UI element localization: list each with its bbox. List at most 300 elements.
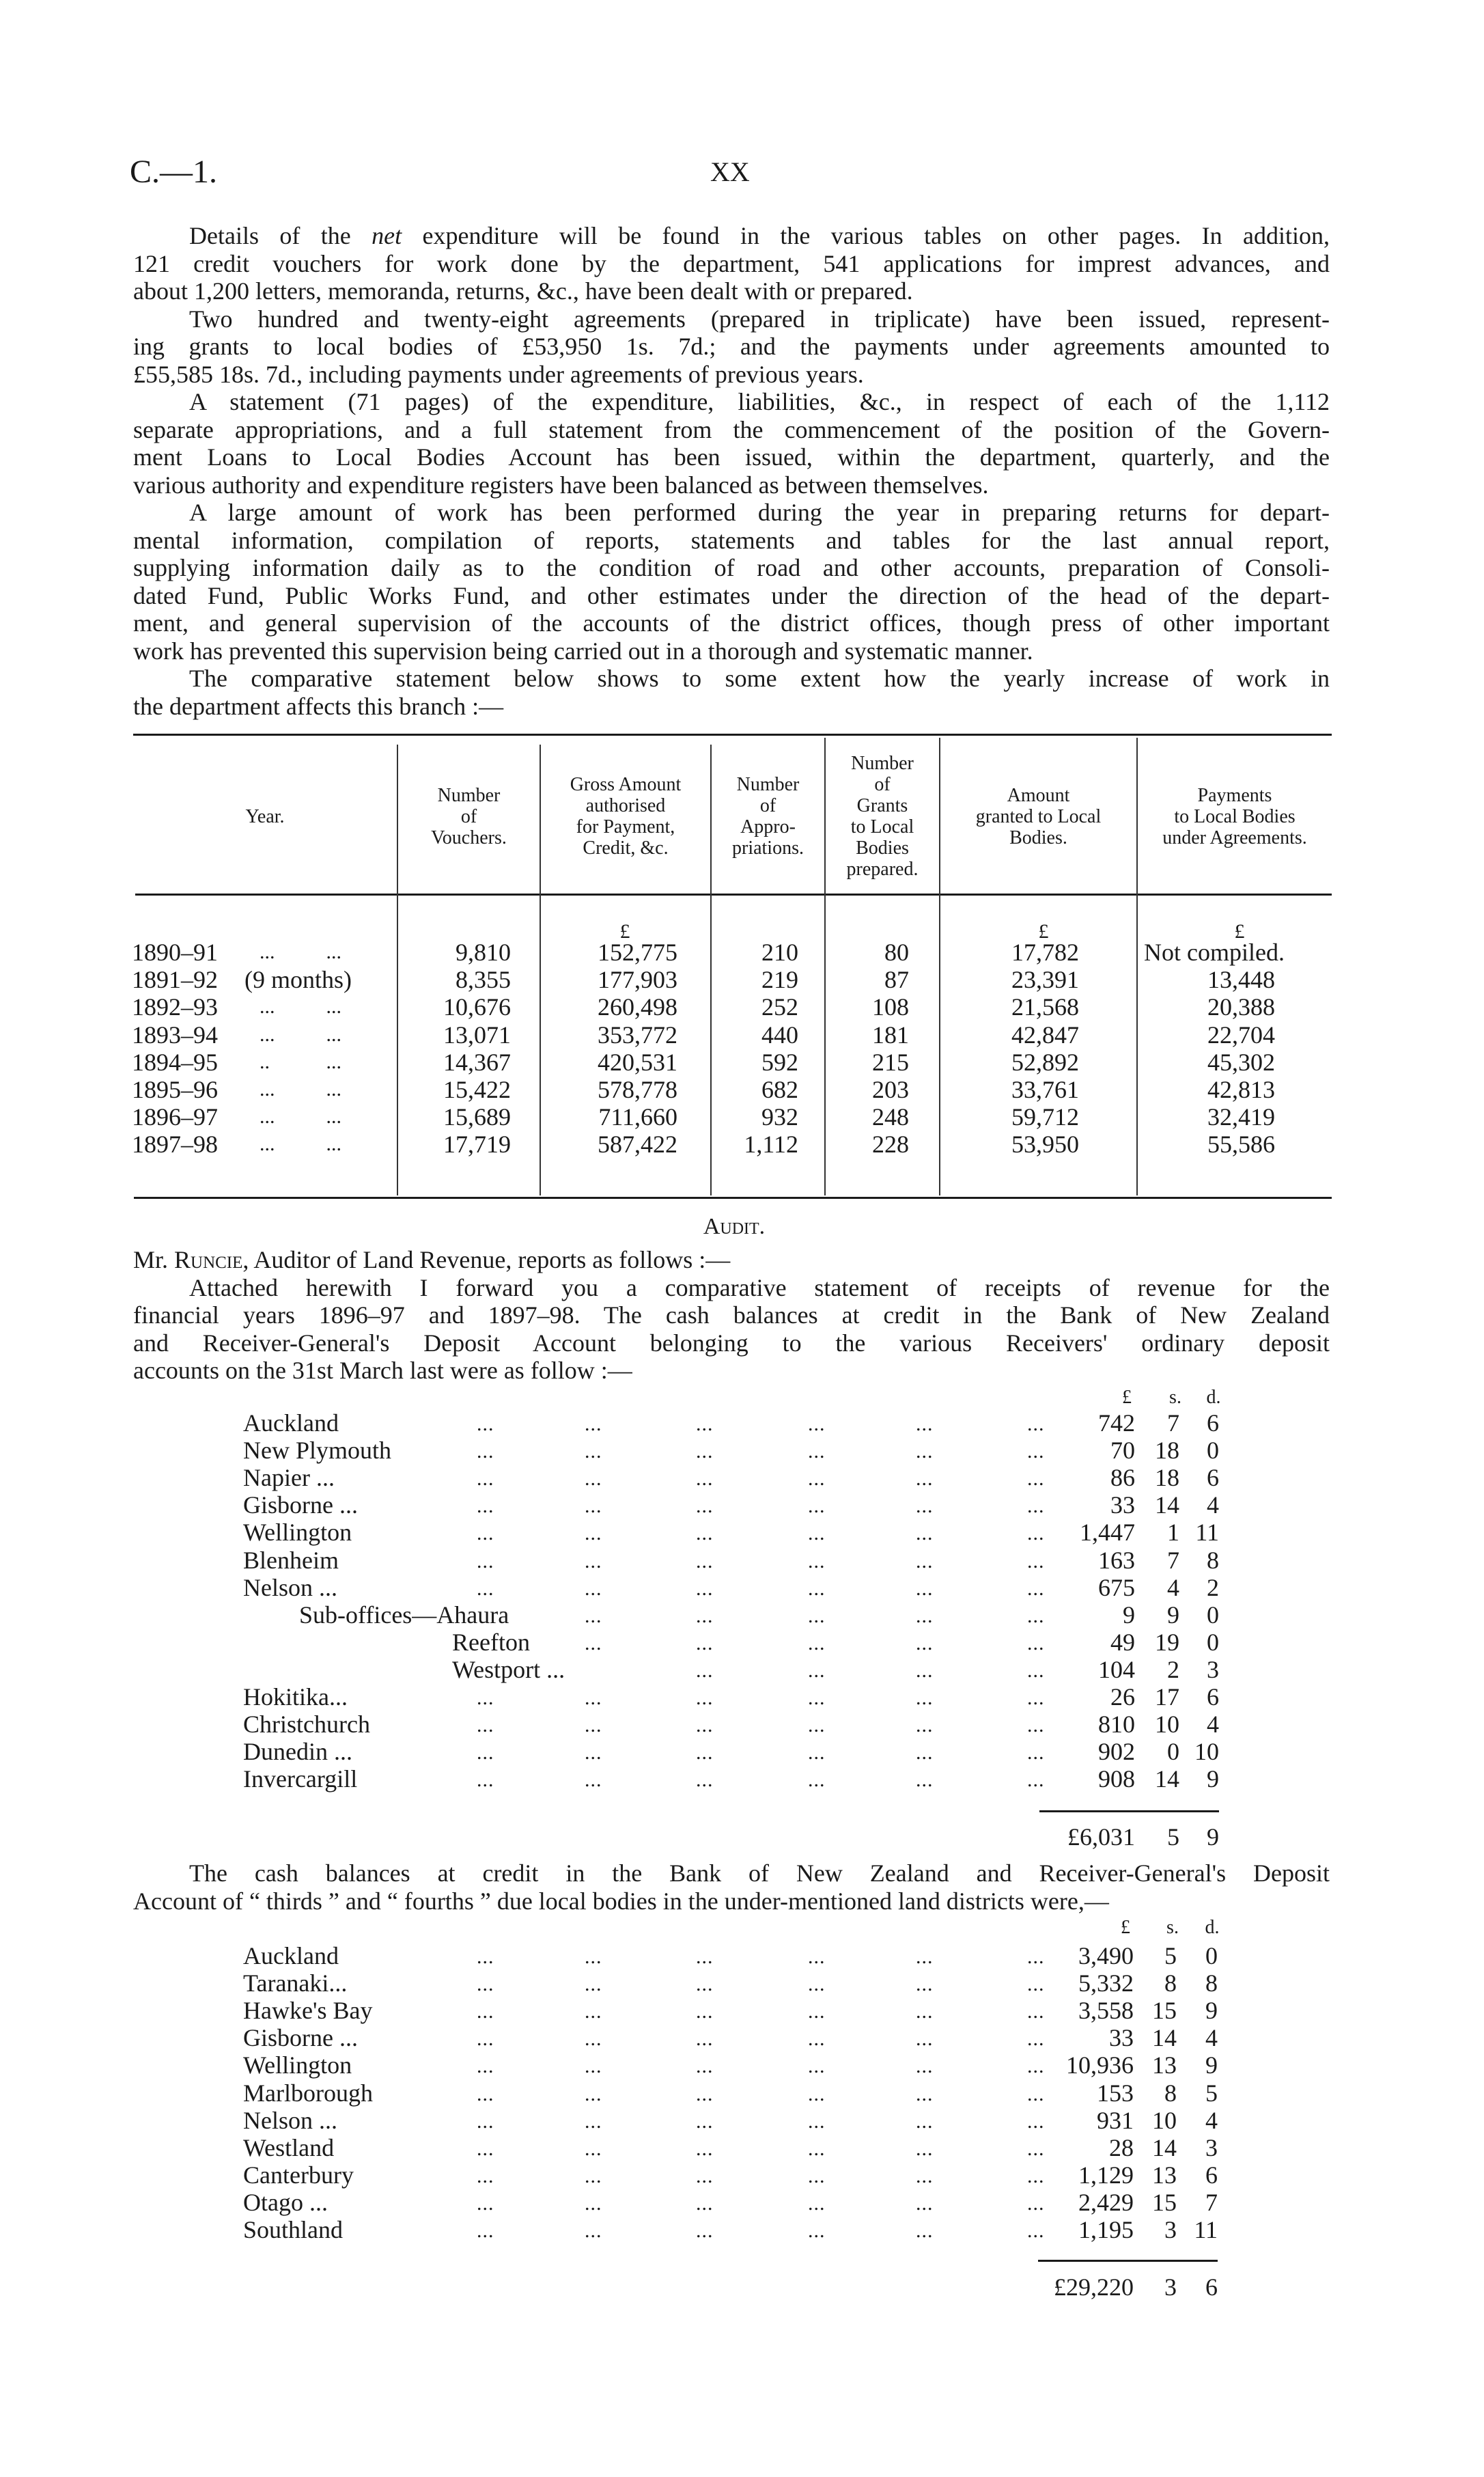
leader-dots: ... xyxy=(696,2055,714,2078)
approps-cell: 932 xyxy=(761,1103,798,1131)
total-pounds: £29,220 xyxy=(1054,2273,1134,2301)
leader-dots: ... xyxy=(808,1687,826,1709)
leader-dots: ... xyxy=(1027,1973,1045,1996)
ledger-row-name: Nelson ... xyxy=(243,1573,337,1601)
paragraph-line: various authority and expenditure registers have been balanced as between themselves. xyxy=(133,471,989,499)
column-header-line: Credit, &c. xyxy=(583,838,669,859)
ledger-row-name: Gisborne ... xyxy=(243,1491,358,1519)
pounds-value: 1,447 xyxy=(1080,1519,1135,1547)
table-bottom-rule xyxy=(134,1197,1332,1199)
total-rule xyxy=(1039,1810,1219,1812)
pence-value: 4 xyxy=(1207,1711,1219,1739)
leader-dots: ... xyxy=(585,1946,602,1968)
paragraph-line: The cash balances at credit in the Bank of New Zealand and Receiver-General's Deposit xyxy=(189,1859,1330,1887)
leader-dots: ... xyxy=(916,1413,934,1435)
paragraph-line xyxy=(133,1246,1330,1274)
column-header xyxy=(940,739,1136,894)
text-run: Details of the xyxy=(189,222,372,249)
paragraph-line: work has prevented this supervision being carried out in a thorough and systematic manner. xyxy=(133,637,1033,665)
leader-dots: ... xyxy=(1027,2191,1045,2215)
year-leader: ... ... xyxy=(260,941,341,963)
column-header-label xyxy=(431,785,507,848)
ledger-row-name: Napier ... xyxy=(243,1464,335,1492)
pounds-value: 931 xyxy=(1097,2106,1134,2134)
pounds-value: 33 xyxy=(1110,1491,1135,1519)
ledger-row-name: Wellington xyxy=(243,2051,352,2079)
year-cell: 1893–94 xyxy=(132,1021,218,1049)
leader-dots: ... xyxy=(477,1522,494,1545)
ledger-row-name: Auckland xyxy=(243,1409,339,1437)
grants-cell: 87 xyxy=(884,966,909,994)
document-reference: C.—1. xyxy=(130,154,218,190)
leader-dots: ... xyxy=(585,1495,602,1518)
italic-word: net xyxy=(372,222,402,249)
payments-cell: 22,704 xyxy=(1207,1021,1275,1049)
shillings-value: 7 xyxy=(1167,1546,1179,1574)
leader-dots: ... xyxy=(696,1577,714,1600)
leader-dots: ... xyxy=(696,1522,714,1545)
pence-value: 7 xyxy=(1205,2188,1218,2216)
leader-dots: ... xyxy=(585,2164,602,2187)
leader-dots: ... xyxy=(1027,2109,1045,2133)
leader-dots: ... xyxy=(916,1440,934,1463)
leader-dots: ... xyxy=(808,1714,826,1737)
leader-dots: ... xyxy=(916,2000,934,2023)
pounds-value: 2,429 xyxy=(1078,2188,1134,2216)
payments-cell: 42,813 xyxy=(1207,1076,1275,1103)
shillings-value: 14 xyxy=(1155,1765,1179,1793)
column-header-line: Appro- xyxy=(740,816,796,838)
leader-dots: ... xyxy=(808,2000,826,2023)
column-header-line: to Local xyxy=(850,816,914,838)
shillings-value: 1 xyxy=(1167,1519,1179,1547)
leader-dots: ... xyxy=(477,1946,494,1968)
leader-dots: ... xyxy=(477,2028,494,2051)
paragraph-line: A large amount of work has been performed during the year in preparing returns for depart- xyxy=(189,499,1330,526)
leader-dots: ... xyxy=(696,1714,714,1737)
paragraph-line: about 1,200 letters, memoranda, returns, &c., have been dealt with or prepared. xyxy=(133,277,913,305)
ledger-row-name: Westport ... xyxy=(452,1655,565,1683)
shillings-value: 9 xyxy=(1167,1601,1179,1629)
pence-value: 11 xyxy=(1194,2216,1218,2243)
leader-dots: ... xyxy=(1027,1946,1045,1968)
leader-dots: ... xyxy=(808,1467,826,1491)
currency-unit-label: s. xyxy=(1169,1387,1181,1408)
year-leader: ... ... xyxy=(260,1078,341,1101)
granted-cell: 42,847 xyxy=(1011,1021,1079,1049)
leader-dots: ... xyxy=(696,1946,714,1968)
column-header-label xyxy=(245,806,284,827)
granted-cell: 21,568 xyxy=(1011,993,1079,1021)
paragraph-line: supplying information daily as to the condition of road and other accounts, preparation of Consoli- xyxy=(133,554,1330,581)
approps-cell: 252 xyxy=(761,993,798,1021)
paragraph-line: and Receiver-General's Deposit Account belonging to the various Receivers' ordinary deposit xyxy=(133,1329,1330,1357)
leader-dots: ... xyxy=(585,2137,602,2160)
pence-value: 6 xyxy=(1207,1409,1219,1437)
shillings-value: 4 xyxy=(1167,1573,1179,1601)
pounds-value: 9 xyxy=(1123,1601,1135,1629)
pounds-value: 153 xyxy=(1097,2079,1134,2107)
grants-cell: 181 xyxy=(872,1021,909,1049)
column-header-line: Bodies xyxy=(856,838,909,859)
leader-dots: ... xyxy=(696,2028,714,2051)
pence-value: 6 xyxy=(1207,1683,1219,1711)
leader-dots: ... xyxy=(585,1973,602,1996)
year-leader: ... ... xyxy=(260,1105,341,1129)
pounds-value: 33 xyxy=(1109,2024,1134,2052)
leader-dots: ... xyxy=(916,1741,934,1765)
column-header-label xyxy=(1162,785,1307,848)
ledger-row-name: Sub-offices—Ahaura xyxy=(299,1601,509,1629)
leader-dots: ... xyxy=(808,1631,826,1655)
pounds-value: 742 xyxy=(1098,1409,1135,1437)
ledger-row-name: Wellington xyxy=(243,1519,352,1547)
leader-dots: ... xyxy=(696,1659,714,1682)
column-header-line: prepared. xyxy=(846,859,919,880)
leader-dots: ... xyxy=(1027,1659,1045,1682)
leader-dots: ... xyxy=(696,2109,714,2133)
vouchers-cell: 10,676 xyxy=(443,993,511,1021)
leader-dots: ... xyxy=(477,2055,494,2078)
ledger-row-name: Southland xyxy=(243,2216,344,2243)
currency-unit-label: £ xyxy=(1121,1917,1130,1938)
leader-dots: ... xyxy=(585,2028,602,2051)
leader-dots: ... xyxy=(1027,2000,1045,2023)
ledger-row-name: New Plymouth xyxy=(243,1437,392,1465)
currency-unit-label: d. xyxy=(1206,1387,1221,1408)
pence-value: 5 xyxy=(1205,2079,1218,2107)
pence-value: 0 xyxy=(1207,1601,1219,1629)
pounds-value: 3,558 xyxy=(1078,1997,1134,2025)
ledger-row-name: Nelson ... xyxy=(243,2106,337,2134)
column-header-line: granted to Local xyxy=(975,805,1102,827)
leader-dots: ... xyxy=(696,2219,714,2242)
grants-cell: 228 xyxy=(872,1131,909,1159)
leader-dots: ... xyxy=(808,2055,826,2078)
leader-dots: ... xyxy=(1027,1495,1045,1518)
leader-dots: ... xyxy=(585,2000,602,2023)
leader-dots: ... xyxy=(916,1769,934,1792)
pence-value: 10 xyxy=(1194,1738,1219,1766)
leader-dots: ... xyxy=(916,2164,934,2187)
column-header-label xyxy=(976,785,1101,848)
granted-cell: 52,892 xyxy=(1011,1048,1079,1076)
leader-dots: ... xyxy=(808,1659,826,1682)
column-header-line: Bodies. xyxy=(1009,827,1067,848)
ledger-row-name: Reefton xyxy=(452,1628,530,1656)
leader-dots: ... xyxy=(477,2137,494,2160)
granted-cell: 23,391 xyxy=(1011,966,1079,994)
shillings-value: 18 xyxy=(1155,1437,1179,1465)
ledger-row-name: Marlborough xyxy=(243,2079,373,2107)
leader-dots: ... xyxy=(585,1467,602,1491)
leader-dots: ... xyxy=(808,1946,826,1968)
total-pounds: £6,031 xyxy=(1067,1823,1135,1851)
text-run: , Auditor of Land Revenue, reports as follows :— xyxy=(242,1246,731,1273)
leader-dots: ... xyxy=(696,1604,714,1627)
leader-dots: ... xyxy=(808,1522,826,1545)
pounds-value: 163 xyxy=(1098,1546,1135,1574)
pence-value: 2 xyxy=(1207,1573,1219,1601)
leader-dots: ... xyxy=(477,1687,494,1709)
grants-cell: 203 xyxy=(872,1076,909,1103)
column-header xyxy=(541,739,710,894)
column-header-line: Number xyxy=(736,774,800,795)
leader-dots: ... xyxy=(1027,2028,1045,2051)
leader-dots: ... xyxy=(696,1413,714,1435)
paragraph-line: Account of “ thirds ” and “ fourths ” due local bodies in the under-mentioned land districts were,— xyxy=(133,1887,1109,1915)
gross-cell: 578,778 xyxy=(598,1076,677,1103)
leader-dots: ... xyxy=(1027,1631,1045,1655)
approps-cell: 210 xyxy=(761,939,798,966)
pounds-value: 5,332 xyxy=(1078,1969,1134,1997)
year-leader: ... ... xyxy=(260,995,341,1019)
shillings-value: 10 xyxy=(1152,2106,1177,2134)
paragraph-line: the department affects this branch :— xyxy=(133,692,504,720)
shillings-value: 2 xyxy=(1167,1655,1179,1683)
column-header-line: for Payment, xyxy=(576,816,675,838)
pounds-value: 1,195 xyxy=(1078,2216,1134,2243)
pounds-value: 810 xyxy=(1098,1711,1135,1739)
ledger-row-name: Christchurch xyxy=(243,1711,370,1739)
column-header-label xyxy=(732,774,804,859)
leader-dots: ... xyxy=(585,1631,602,1655)
text-run: Mr. xyxy=(133,1246,175,1273)
pounds-value: 104 xyxy=(1098,1655,1135,1683)
leader-dots: ... xyxy=(916,1973,934,1996)
shillings-value: 0 xyxy=(1167,1738,1179,1766)
pence-value: 9 xyxy=(1205,1997,1218,2025)
leader-dots: ... xyxy=(1027,2055,1045,2078)
shillings-value: 14 xyxy=(1152,2024,1177,2052)
leader-dots: ... xyxy=(808,1741,826,1765)
payments-cell: Not compiled. xyxy=(1144,939,1285,966)
leader-dots: ... xyxy=(477,1714,494,1737)
currency-unit-label: s. xyxy=(1166,1917,1179,1938)
pence-value: 8 xyxy=(1207,1546,1219,1574)
table-header-rule xyxy=(135,894,1332,896)
leader-dots: ... xyxy=(696,1769,714,1792)
leader-dots: ... xyxy=(1027,1604,1045,1627)
leader-dots: ... xyxy=(585,1549,602,1573)
vouchers-cell: 15,422 xyxy=(443,1076,511,1103)
paragraph-line: ment, and general supervision of the accounts of the district offices, though press of other important xyxy=(133,609,1330,637)
leader-dots: ... xyxy=(808,2164,826,2187)
paragraph-line: separate appropriations, and a full statement from the commencement of the position of the Govern- xyxy=(133,415,1330,443)
leader-dots: ... xyxy=(477,2164,494,2187)
leader-dots: ... xyxy=(696,1973,714,1996)
pounds-value: 86 xyxy=(1110,1464,1135,1492)
ledger-row-name: Hawke's Bay xyxy=(243,1997,373,2025)
paragraph-line: mental information, compilation of reports, statements and tables for the last annual report, xyxy=(133,526,1330,554)
total-pence: 6 xyxy=(1205,2273,1218,2301)
pounds-value: 3,490 xyxy=(1078,1942,1134,1969)
leader-dots: ... xyxy=(1027,2219,1045,2242)
leader-dots: ... xyxy=(916,2137,934,2160)
currency-unit-label: d. xyxy=(1205,1917,1220,1938)
leader-dots: ... xyxy=(1027,1467,1045,1491)
shillings-value: 5 xyxy=(1164,1942,1177,1969)
vouchers-cell: 17,719 xyxy=(443,1131,511,1159)
leader-dots: ... xyxy=(1027,1440,1045,1463)
leader-dots: ... xyxy=(477,1413,494,1435)
grants-cell: 248 xyxy=(872,1103,909,1131)
leader-dots: ... xyxy=(808,1577,826,1600)
approps-cell: 440 xyxy=(761,1021,798,1049)
leader-dots: ... xyxy=(696,1467,714,1491)
leader-dots: ... xyxy=(916,1714,934,1737)
leader-dots: ... xyxy=(585,1413,602,1435)
paragraph-line xyxy=(133,222,1330,250)
pounds-value: 908 xyxy=(1098,1765,1135,1793)
leader-dots: ... xyxy=(477,2219,494,2242)
currency-unit-label: £ xyxy=(619,920,630,943)
pounds-value: 902 xyxy=(1098,1738,1135,1766)
granted-cell: 17,782 xyxy=(1011,939,1079,966)
shillings-value: 18 xyxy=(1155,1464,1179,1492)
total-shillings: 5 xyxy=(1167,1823,1179,1851)
ledger-row-name: Dunedin ... xyxy=(243,1738,352,1766)
leader-dots: ... xyxy=(808,2082,826,2105)
year-leader: ... ... xyxy=(260,1133,341,1156)
leader-dots: ... xyxy=(1027,1769,1045,1792)
vouchers-cell: 9,810 xyxy=(456,939,511,966)
approps-cell: 219 xyxy=(761,966,798,994)
ledger-row-name: Invercargill xyxy=(243,1765,358,1793)
paragraph-line: The comparative statement below shows to some extent how the yearly increase of work in xyxy=(189,665,1330,692)
ledger-row-name: Westland xyxy=(243,2133,335,2161)
leader-dots: ... xyxy=(916,1946,934,1968)
column-header-label xyxy=(570,774,682,859)
pence-value: 9 xyxy=(1207,1765,1219,1793)
paragraph-line: Two hundred and twenty-eight agreements (prepared in triplicate) have been issued, represent- xyxy=(189,305,1330,333)
ledger-row-name: Blenheim xyxy=(243,1546,339,1574)
pounds-value: 1,129 xyxy=(1078,2161,1134,2189)
leader-dots: ... xyxy=(1027,2137,1045,2160)
vouchers-cell: 13,071 xyxy=(443,1021,511,1049)
currency-unit-label: £ xyxy=(1234,920,1245,943)
leader-dots: ... xyxy=(1027,1549,1045,1573)
leader-dots: ... xyxy=(696,1631,714,1655)
pounds-value: 26 xyxy=(1110,1683,1135,1711)
paragraph-line: ing grants to local bodies of £53,950 1s. 7d.; and the payments under agreements amounted to xyxy=(133,333,1330,360)
leader-dots: ... xyxy=(808,1440,826,1463)
shillings-value: 13 xyxy=(1152,2051,1177,2079)
year-cell: 1897–98 xyxy=(132,1131,218,1159)
leader-dots: ... xyxy=(696,2000,714,2023)
granted-cell: 53,950 xyxy=(1011,1131,1079,1159)
column-header-line: Year. xyxy=(245,805,285,827)
paragraph-line: accounts on the 31st March last were as follow :— xyxy=(133,1357,632,1384)
gross-cell: 260,498 xyxy=(598,993,677,1021)
leader-dots: ... xyxy=(477,1577,494,1600)
leader-dots: ... xyxy=(696,1440,714,1463)
column-header-line: of xyxy=(759,795,776,816)
pounds-value: 70 xyxy=(1110,1437,1135,1465)
shillings-value: 8 xyxy=(1164,1969,1177,1997)
leader-dots: ... xyxy=(916,2082,934,2105)
pence-value: 6 xyxy=(1207,1464,1219,1492)
leader-dots: ... xyxy=(477,1741,494,1765)
year-cell: 1891–92 xyxy=(132,966,218,994)
leader-dots: ... xyxy=(585,1687,602,1709)
column-header xyxy=(133,739,397,894)
ledger-row-name: Otago ... xyxy=(243,2188,328,2216)
pence-value: 3 xyxy=(1207,1655,1219,1683)
pence-value: 6 xyxy=(1205,2161,1218,2189)
shillings-value: 14 xyxy=(1155,1491,1179,1519)
pence-value: 4 xyxy=(1205,2024,1218,2052)
leader-dots: ... xyxy=(916,1687,934,1709)
vouchers-cell: 14,367 xyxy=(443,1048,511,1076)
leader-dots: ... xyxy=(1027,2082,1045,2105)
year-leader: ... ... xyxy=(260,1023,341,1046)
leader-dots: ... xyxy=(477,2082,494,2105)
approps-cell: 1,112 xyxy=(744,1131,798,1159)
shillings-value: 17 xyxy=(1155,1683,1179,1711)
shillings-value: 19 xyxy=(1155,1628,1179,1656)
gross-cell: 420,531 xyxy=(598,1048,677,1076)
leader-dots: ... xyxy=(916,1467,934,1491)
year-leader: .. ... xyxy=(260,1050,341,1073)
column-header-line: Payments xyxy=(1197,784,1272,806)
leader-dots: ... xyxy=(477,1440,494,1463)
paragraph-line: 121 credit vouchers for work done by the department, 541 applications for imprest advances, and xyxy=(133,249,1330,277)
shillings-value: 8 xyxy=(1164,2079,1177,2107)
year-cell: 1895–96 xyxy=(132,1076,218,1103)
leader-dots: ... xyxy=(1027,1522,1045,1545)
payments-cell: 45,302 xyxy=(1207,1048,1275,1076)
leader-dots: ... xyxy=(477,1973,494,1996)
column-header xyxy=(1138,739,1332,894)
leader-dots: ... xyxy=(916,2191,934,2215)
vouchers-cell: 15,689 xyxy=(443,1103,511,1131)
leader-dots: ... xyxy=(808,2109,826,2133)
leader-dots: ... xyxy=(916,1604,934,1627)
year-cell: 1894–95 xyxy=(132,1048,218,1076)
leader-dots: ... xyxy=(808,2028,826,2051)
table-top-rule xyxy=(133,734,1332,736)
paragraph-line: ment Loans to Local Bodies Account has been issued, within the department, quarterly, and the xyxy=(133,443,1330,471)
approps-cell: 682 xyxy=(761,1076,798,1103)
approps-cell: 592 xyxy=(761,1048,798,1076)
shillings-value: 10 xyxy=(1155,1711,1179,1739)
leader-dots: ... xyxy=(585,1604,602,1627)
column-header-line: of xyxy=(874,774,891,795)
pence-value: 11 xyxy=(1195,1519,1219,1547)
leader-dots: ... xyxy=(696,2191,714,2215)
column-header-line: Number xyxy=(437,784,501,806)
column-header xyxy=(826,739,939,894)
section-heading-audit: Audit. xyxy=(703,1214,766,1239)
leader-dots: ... xyxy=(808,1769,826,1792)
leader-dots: ... xyxy=(585,1769,602,1792)
year-cell: 1896–97 xyxy=(132,1103,218,1131)
column-header-line: of xyxy=(460,805,477,827)
gross-cell: 177,903 xyxy=(598,966,677,994)
grants-cell: 80 xyxy=(884,939,909,966)
leader-dots: ... xyxy=(477,1549,494,1573)
vouchers-cell: 8,355 xyxy=(456,966,511,994)
leader-dots: ... xyxy=(696,1549,714,1573)
ledger-row-name: Gisborne ... xyxy=(243,2024,358,2052)
year-cell: 1892–93 xyxy=(132,993,218,1021)
total-pence: 9 xyxy=(1207,1823,1219,1851)
leader-dots: ... xyxy=(808,2191,826,2215)
text-run: expenditure will be found in the various tables on other pages. In addition, xyxy=(402,222,1330,249)
shillings-value: 3 xyxy=(1164,2216,1177,2243)
shillings-value: 7 xyxy=(1167,1409,1179,1437)
